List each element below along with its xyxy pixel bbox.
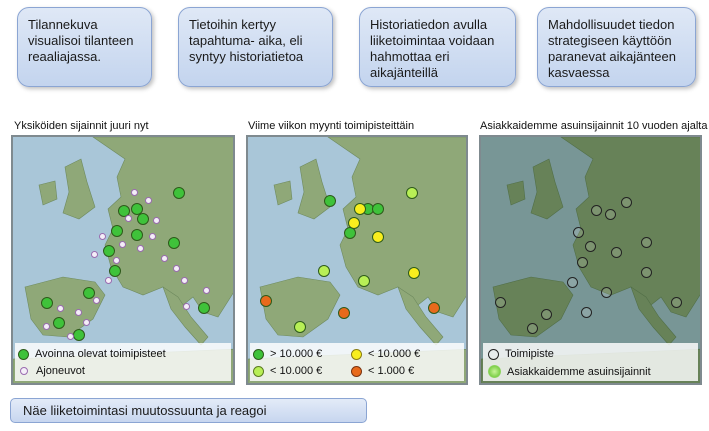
sales-site-marker[interactable] xyxy=(348,217,360,229)
open-site-marker[interactable] xyxy=(168,237,180,249)
vehicle-marker[interactable] xyxy=(113,257,120,264)
sales-site-marker[interactable] xyxy=(318,265,330,277)
info-bubble-timespans: Historiatiedon avulla liiketoimintaa voidaan hahmottaa eri aikajänteillä xyxy=(359,7,516,87)
vehicle-marker[interactable] xyxy=(161,255,168,262)
legend-item-under-10000-yellow xyxy=(351,348,420,360)
open-site-marker[interactable] xyxy=(131,229,143,241)
sales-site-marker[interactable] xyxy=(372,203,384,215)
legend-label: Avoinna olevat toimipisteet xyxy=(35,348,166,360)
vehicle-marker[interactable] xyxy=(181,277,188,284)
vehicle-marker[interactable] xyxy=(91,251,98,258)
info-bubble-strategic: Mahdollisuudet tiedon strategiseen käyttöön paranevat aikajänteen kasvaessa xyxy=(537,7,696,87)
legend-item-open-sites xyxy=(18,348,166,360)
orange-dot-icon xyxy=(351,366,362,377)
vehicle-marker[interactable] xyxy=(137,245,144,252)
site-ring-marker[interactable] xyxy=(495,297,506,308)
legend-item-under-10000-lightgreen xyxy=(253,365,322,377)
legend-label: > 10.000 € xyxy=(270,348,323,360)
site-ring-marker[interactable] xyxy=(527,323,538,334)
open-site-marker[interactable] xyxy=(173,187,185,199)
sales-site-marker[interactable] xyxy=(428,302,440,314)
sales-site-marker[interactable] xyxy=(294,321,306,333)
map-caption-units: Yksiköiden sijainnit juuri nyt xyxy=(14,120,149,132)
site-ring-marker[interactable] xyxy=(601,287,612,298)
open-site-marker[interactable] xyxy=(41,297,53,309)
legend-label: < 1.000 € xyxy=(368,365,415,377)
legend-label: Ajoneuvot xyxy=(36,365,85,377)
vehicle-marker[interactable] xyxy=(105,277,112,284)
vehicle-marker[interactable] xyxy=(67,333,74,340)
open-site-marker[interactable] xyxy=(111,225,123,237)
vehicle-marker[interactable] xyxy=(57,305,64,312)
legend-item-vehicles xyxy=(18,365,85,377)
sales-site-marker[interactable] xyxy=(338,307,350,319)
site-ring-marker[interactable] xyxy=(641,267,652,278)
map-caption-customers: Asiakkaidemme asuinsijainnit 10 vuoden ajalta xyxy=(480,120,708,132)
site-ring-marker[interactable] xyxy=(541,309,552,320)
vehicle-marker[interactable] xyxy=(149,233,156,240)
site-ring-marker[interactable] xyxy=(577,257,588,268)
sales-site-marker[interactable] xyxy=(358,275,370,287)
vehicle-marker[interactable] xyxy=(119,241,126,248)
yellow-dot-icon xyxy=(351,349,362,360)
open-site-marker[interactable] xyxy=(73,329,85,341)
vehicle-marker[interactable] xyxy=(153,217,160,224)
map-legend xyxy=(15,343,231,381)
vehicle-dot-icon xyxy=(20,367,28,375)
vehicle-marker[interactable] xyxy=(93,297,100,304)
vehicle-marker[interactable] xyxy=(125,215,132,222)
sales-site-marker[interactable] xyxy=(324,195,336,207)
vehicle-marker[interactable] xyxy=(75,309,82,316)
sales-site-marker[interactable] xyxy=(372,231,384,243)
legend-item-over-10000 xyxy=(253,348,322,360)
site-ring-marker[interactable] xyxy=(573,227,584,238)
glow-dot-icon xyxy=(488,365,501,378)
map-legend xyxy=(250,343,464,381)
vehicle-marker[interactable] xyxy=(131,189,138,196)
site-ring-marker[interactable] xyxy=(671,297,682,308)
map-legend xyxy=(483,343,698,381)
legend-label: < 10.000 € xyxy=(270,365,323,377)
green-dot-icon xyxy=(18,349,29,360)
sales-site-marker[interactable] xyxy=(408,267,420,279)
sales-site-marker[interactable] xyxy=(406,187,418,199)
legend-label: Toimipiste xyxy=(505,348,554,360)
vehicle-marker[interactable] xyxy=(83,319,90,326)
vehicle-marker[interactable] xyxy=(43,323,50,330)
site-ring-marker[interactable] xyxy=(641,237,652,248)
react-to-trend-banner[interactable]: Näe liiketoimintasi muutossuunta ja reagoi xyxy=(10,398,367,423)
info-bubble-realtime: Tilannekuva visualisoi tilanteen reaaliajassa. xyxy=(17,7,152,87)
open-site-marker[interactable] xyxy=(109,265,121,277)
site-ring-marker[interactable] xyxy=(591,205,602,216)
site-ring-marker[interactable] xyxy=(605,209,616,220)
legend-item-under-1000 xyxy=(351,365,414,377)
map-weekly-sales[interactable] xyxy=(246,135,468,385)
vehicle-marker[interactable] xyxy=(173,265,180,272)
vehicle-marker[interactable] xyxy=(203,287,210,294)
info-bubble-history: Tietoihin kertyy tapahtuma- aika, eli syntyy historiatietoa xyxy=(178,7,333,87)
sales-site-marker[interactable] xyxy=(260,295,272,307)
sales-site-marker[interactable] xyxy=(354,203,366,215)
open-site-marker[interactable] xyxy=(198,302,210,314)
legend-item-customer-homes xyxy=(488,365,651,378)
vehicle-marker[interactable] xyxy=(145,197,152,204)
open-site-marker[interactable] xyxy=(137,213,149,225)
vehicle-marker[interactable] xyxy=(183,303,190,310)
legend-label: < 10.000 € xyxy=(368,348,421,360)
site-ring-marker[interactable] xyxy=(585,241,596,252)
light-green-dot-icon xyxy=(253,366,264,377)
site-ring-marker[interactable] xyxy=(567,277,578,288)
map-customer-locations[interactable] xyxy=(479,135,702,385)
map-caption-sales: Viime viikon myynti toimipisteittäin xyxy=(248,120,415,132)
open-site-marker[interactable] xyxy=(103,245,115,257)
green-dot-icon xyxy=(253,349,264,360)
map-units-now[interactable] xyxy=(11,135,235,385)
legend-item-site xyxy=(488,348,554,360)
site-ring-marker[interactable] xyxy=(611,247,622,258)
site-ring-marker[interactable] xyxy=(581,307,592,318)
legend-label: Asiakkaidemme asuinsijainnit xyxy=(507,365,651,378)
site-ring-marker[interactable] xyxy=(621,197,632,208)
open-site-marker[interactable] xyxy=(53,317,65,329)
vehicle-marker[interactable] xyxy=(99,233,106,240)
ring-icon xyxy=(488,349,499,360)
